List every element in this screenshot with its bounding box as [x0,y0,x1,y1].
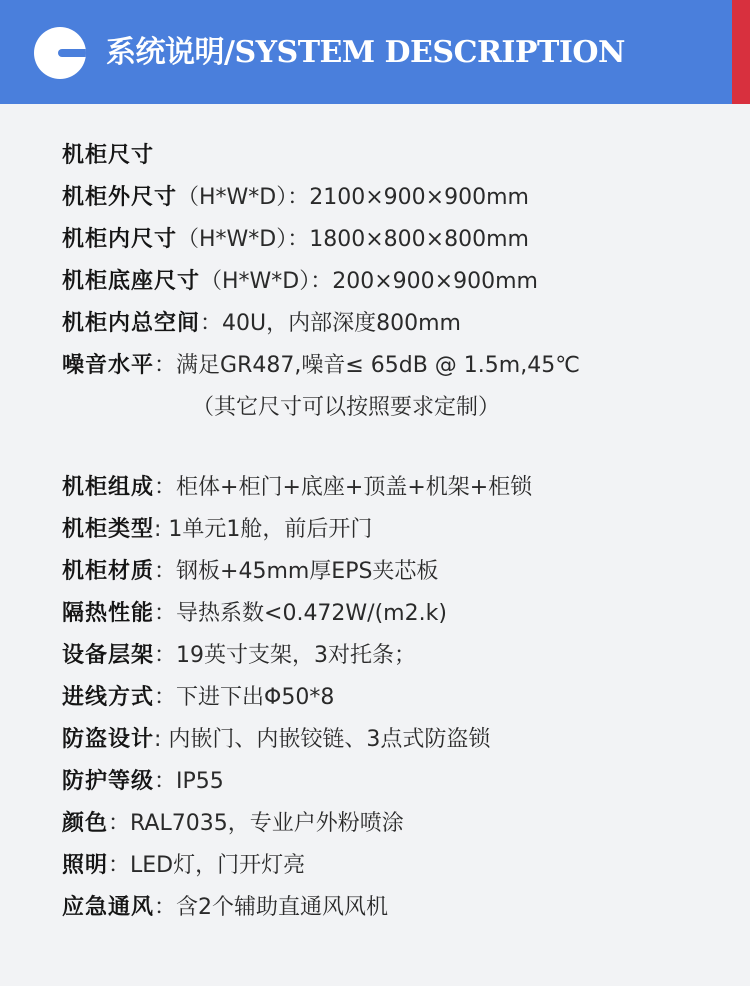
spec-label: 机柜内总空间 [62,311,201,336]
logo-notch [58,49,86,57]
spec-row-base-size [62,261,722,303]
spec-row-composition [62,467,722,509]
spec-label: 机柜材质 [62,559,155,584]
spec-value: （H*W*D）：2100×900×900mm [177,185,529,210]
header-banner [0,0,732,104]
spec-row-protection-rating [62,761,722,803]
spec-value: ：下进下出Φ50*8 [154,685,335,710]
spec-label: 机柜底座尺寸 [62,269,201,294]
spec-row-custom-note [62,387,722,429]
spec-row-inner-size [62,219,722,261]
spec-list [62,135,722,929]
spec-label: 设备层架 [62,643,155,668]
spec-value: （H*W*D）：200×900×900mm [200,269,538,294]
spec-label: 防护等级 [62,769,155,794]
spec-row-total-space [62,303,722,345]
c-circle-logo-icon [34,27,86,79]
spec-label: 机柜内尺寸 [62,227,178,252]
spec-label: 机柜组成 [62,475,155,500]
spec-row-material [62,551,722,593]
section-title: 系统说明/SYSTEM DESCRIPTION [106,35,625,70]
spec-value: ：钢板+45mm厚EPS夹芯板 [154,559,439,584]
spec-row-equipment-rack [62,635,722,677]
spec-row-type [62,509,722,551]
spec-value: ：RAL7035，专业户外粉喷涂 [108,811,404,836]
spec-value: ：19英寸支架，3对托条； [154,643,417,668]
spec-row-cable-entry [62,677,722,719]
spec-value: ：LED灯，门开灯亮 [108,853,306,878]
spec-label: 噪音水平 [62,353,155,378]
spec-row-insulation [62,593,722,635]
spec-value: : 内嵌门、内嵌铰链、3点式防盗锁 [154,727,491,752]
spec-label: 照明 [62,853,109,878]
spec-label: 防盗设计 [62,727,155,752]
spec-label: 颜色 [62,811,109,836]
spec-row-anti-theft [62,719,722,761]
spec-value: ：IP55 [154,769,224,794]
spec-row-outer-size [62,177,722,219]
spec-label: 机柜类型 [62,517,155,542]
spec-row-color [62,803,722,845]
spec-value: ：含2个辅助直通风风机 [154,895,389,920]
spec-row-lighting [62,845,722,887]
red-accent-bar [732,0,750,104]
spec-row-noise-level [62,345,722,387]
spec-label: 进线方式 [62,685,155,710]
spec-value: ：柜体+柜门+底座+顶盖+机架+柜锁 [154,475,533,500]
spec-value: ：满足GR487,噪音≤ 65dB @ 1.5m,45℃ [154,353,580,378]
spec-label: 机柜外尺寸 [62,185,178,210]
spec-value: ：导热系数<0.472W/(m2.k) [154,601,447,626]
spec-row-ventilation [62,887,722,929]
spec-value: （H*W*D）：1800×800×800mm [177,227,529,252]
spec-label: 机柜尺寸 [62,143,155,168]
spec-value: （其它尺寸可以按照要求定制） [192,395,501,420]
spec-label: 隔热性能 [62,601,155,626]
spec-row-cabinet-size [62,135,722,177]
spec-value: : 1单元1舱，前后开门 [154,517,373,542]
spec-label: 应急通风 [62,895,155,920]
spec-value: ：40U，内部深度800mm [200,311,461,336]
